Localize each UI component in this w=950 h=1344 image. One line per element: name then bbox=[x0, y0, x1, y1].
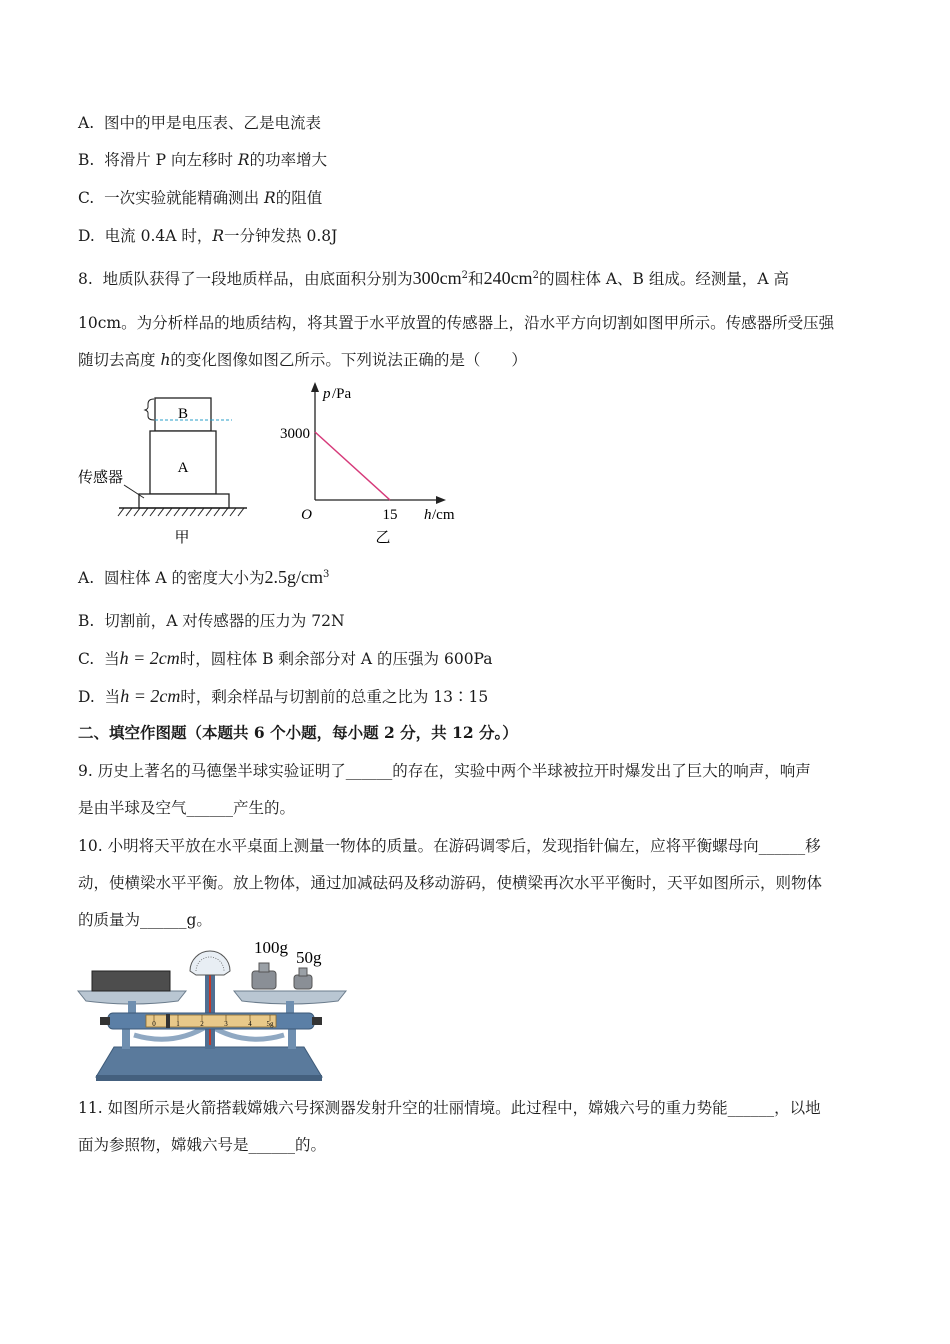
section-2-heading: 二、填空作图题（本题共 6 个小题，每小题 2 分，共 12 分。） bbox=[78, 723, 518, 742]
balance-nut-right bbox=[312, 1017, 322, 1025]
caption-yi: 乙 bbox=[375, 528, 391, 546]
q8-stem-line1: 8. 地质队获得了一段地质样品，由底面积分别为$300cm^2$和$240cm^2$的圆柱体 A、B 组成。经测量，A 高 bbox=[78, 268, 789, 288]
svg-text:3: 3 bbox=[224, 1020, 228, 1028]
q9-line2: 是由半球及空气______产生的。 bbox=[78, 799, 296, 817]
q10-line2: 动，使横梁水平平衡。放上物体，通过加减砝码及移动游码，使横梁再次水平平衡时，天平如图所示，则物体 bbox=[78, 874, 823, 892]
q7-option-a: A. 图中的甲是电压表、乙是电流表 bbox=[78, 114, 321, 132]
label-sensor: 传感器 bbox=[78, 468, 124, 486]
q9-line1: 9. 历史上著名的马德堡半球实验证明了______的存在，实验中两个半球被拉开时爆发出了巨大的响声，响声 bbox=[78, 762, 811, 780]
label-a: A bbox=[177, 460, 189, 476]
y-label-var: p bbox=[323, 386, 331, 402]
q8-stem-line3: 随切去高度 h的变化图像如图乙所示。下列说法正确的是（ ） bbox=[78, 351, 527, 369]
svg-text:0: 0 bbox=[152, 1020, 156, 1028]
weight-50g bbox=[294, 968, 312, 989]
q8-option-c: C. 当h = 2cm时，圆柱体 B 剩余部分对 A 的压强为 600Pa bbox=[78, 648, 493, 668]
rider-scale bbox=[146, 1015, 276, 1027]
origin-label: O bbox=[301, 507, 312, 523]
label-b: B bbox=[177, 406, 189, 422]
dial bbox=[190, 951, 230, 975]
data-line bbox=[315, 432, 390, 500]
q10-line1: 10. 小明将天平放在水平桌面上测量一物体的质量。在游码调零后，发现指针偏左，应将平衡螺母向______移 bbox=[78, 837, 821, 855]
q11-line2: 面为参照物，嫦娥六号是______的。 bbox=[78, 1136, 327, 1154]
balance-base bbox=[96, 1047, 322, 1077]
svg-text:4: 4 bbox=[248, 1020, 252, 1028]
y-axis-arrow bbox=[311, 382, 319, 392]
q7-option-b: B. 将滑片 P 向左移时 R的功率增大 bbox=[78, 151, 328, 169]
sensor-plate bbox=[139, 494, 229, 508]
x-axis-arrow bbox=[436, 496, 446, 504]
y-tick-3000: 3000 bbox=[280, 426, 310, 442]
label-50g: 50g bbox=[296, 948, 322, 967]
q7-option-d: D. 电流 0.4A 时，R一分钟发热 0.8J bbox=[78, 227, 338, 245]
q8-option-d: D. 当h = 2cm时，剩余样品与切割前的总重之比为 13∶15 bbox=[78, 686, 489, 706]
balance-nut-left bbox=[100, 1017, 110, 1025]
sensor-pointer bbox=[124, 485, 144, 498]
balance-figure bbox=[74, 935, 354, 1085]
q11-line1: 11. 如图所示是火箭搭载嫦娥六号探测器发射升空的壮丽情境。此过程中，嫦娥六号的重力势能______，以地 bbox=[78, 1099, 821, 1117]
cut-brace bbox=[145, 399, 154, 420]
svg-text:1: 1 bbox=[176, 1020, 180, 1028]
q8-option-b: B. 切割前，A 对传感器的压力为 72N bbox=[78, 612, 345, 630]
object-block bbox=[92, 971, 170, 991]
q10-line3: 的质量为______g。 bbox=[78, 911, 212, 929]
x-label-var: h bbox=[424, 507, 432, 523]
x-label-unit: /cm bbox=[432, 507, 455, 523]
caption-jia: 甲 bbox=[174, 528, 190, 546]
q8-option-a: A. 圆柱体 A 的密度大小为$2.5g/cm^3$ bbox=[78, 567, 330, 587]
y-label-unit: /Pa bbox=[332, 386, 352, 402]
label-100g: 100g bbox=[254, 938, 288, 957]
rider bbox=[166, 1014, 170, 1028]
svg-text:5g: 5g bbox=[266, 1020, 274, 1028]
svg-text:2: 2 bbox=[200, 1020, 204, 1028]
x-tick-15: 15 bbox=[382, 507, 398, 523]
figure-yi-chart bbox=[270, 378, 470, 550]
q7-option-c: C. 一次实验就能精确测出 R的阻值 bbox=[78, 189, 323, 207]
figure-jia bbox=[72, 390, 262, 550]
ground-hatch bbox=[118, 508, 244, 516]
q8-stem-line2: 10cm。为分析样品的地质结构，将其置于水平放置的传感器上，沿水平方向切割如图甲所示。传感器所受压强 bbox=[78, 314, 835, 332]
weight-100g bbox=[252, 963, 276, 989]
